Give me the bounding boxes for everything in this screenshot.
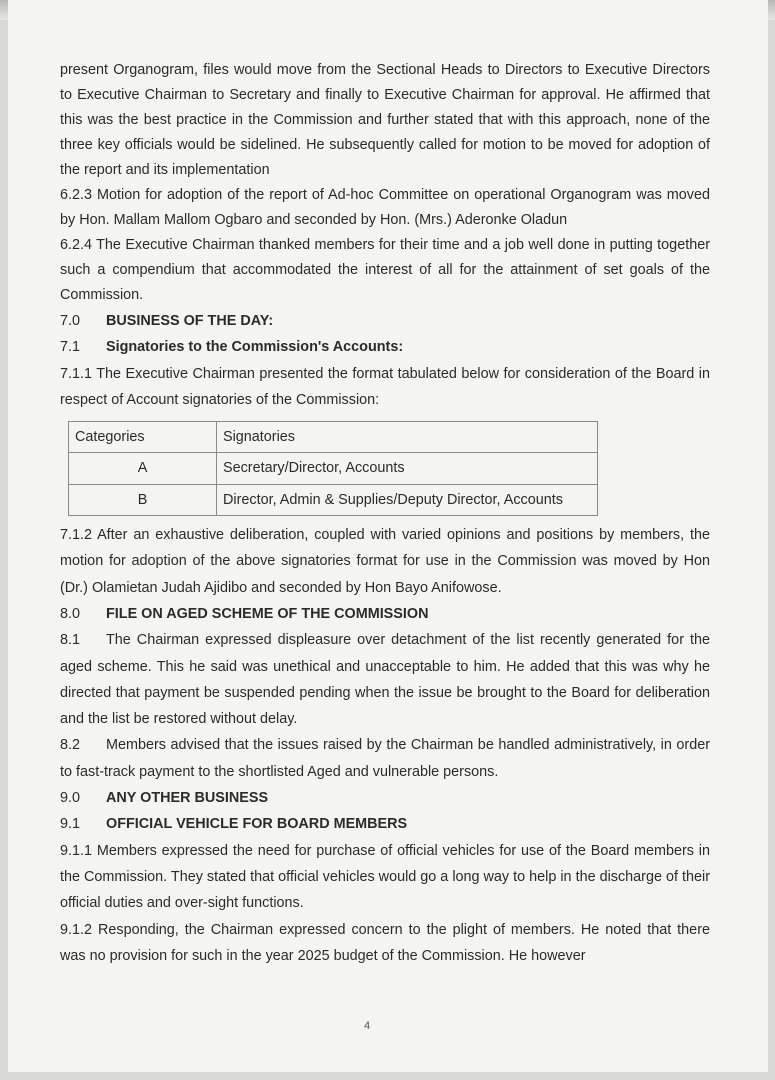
heading-text: ANY OTHER BUSINESS: [106, 790, 269, 807]
paragraph-text: The Chairman expressed displeasure over detachment of the list recently generated for the aged scheme. This he said was unethical and unacceptable to him. He added that this was why he directed that payment be suspended pending when the issue be brought to the Board for deliberation and the list be restored without delay.: [60, 632, 710, 728]
paragraph-6-2-3: 6.2.3 Motion for adoption of the report of Ad-hoc Committee on operational Organogram was moved by Hon. Mallam Mallom Ogbaro and seconded by Hon. (Mrs.) Aderonke Oladun: [60, 187, 710, 228]
heading-number: 9.0: [60, 790, 81, 807]
intro-paragraph: present Organogram, files would move from the Sectional Heads to Directors to Executive Directors to Executive Chairman to Secretary and finally to Executive Chairman for approval. He affirmed that this was the best practice in the Commission and further stated that with this approach, none of the three key officials would be sidelined. He subsequently called for motion to be moved for adoption of the report and its implementation: [60, 62, 710, 178]
paragraph-7-1-2: 7.1.2 After an exhaustive deliberation, coupled with varied opinions and positions by members, the motion for adoption of the above signatories format for use in the Commission was moved by Hon (Dr.) Olamietan Judah Ajidibo and seconded by Hon Bayo Anifowose.: [60, 527, 710, 596]
heading-number: 7.1: [60, 339, 81, 356]
heading-9-1: [60, 811, 710, 837]
heading-number: 8.0: [60, 605, 81, 622]
paragraph-9-1-2: 9.1.2 Responding, the Chairman expressed concern to the plight of members. He noted that there was no provision for such in the year 2025 budget of the Commission. He however: [60, 921, 710, 964]
heading-7-1: [60, 334, 710, 360]
paragraph-9-1-1: 9.1.1 Members expressed the need for purchase of official vehicles for use of the Board members in the Commission. They stated that official vehicles would go a long way to help in the discharge of their official duties and over-sight functions.: [60, 842, 710, 912]
category-cell: A: [69, 453, 217, 484]
paragraph-7-1-1: 7.1.1 The Executive Chairman presented the format tabulated below for consideration of the Board in respect of Account signatories of the Commission:: [60, 365, 710, 408]
signatory-cell: Secretary/Director, Accounts: [217, 453, 598, 484]
paragraph-number: 8.1: [60, 632, 81, 649]
signatories-table: [68, 421, 598, 516]
table-row: [69, 453, 598, 484]
paragraph-8-1: [60, 627, 710, 732]
paragraph-number: 8.2: [60, 737, 81, 754]
heading-number: 7.0: [60, 313, 81, 329]
column-header-signatories: Signatories: [217, 422, 598, 453]
heading-9-0: [60, 785, 710, 811]
table-header-row: [69, 422, 598, 453]
document-body: [60, 58, 710, 969]
heading-7-0: [60, 308, 710, 334]
page-number: 4: [364, 1020, 371, 1032]
heading-text: FILE ON AGED SCHEME OF THE COMMISSION: [106, 605, 429, 622]
heading-8-0: [60, 601, 710, 627]
paragraph-8-2: [60, 732, 710, 785]
signatory-cell: Director, Admin & Supplies/Deputy Director, Accounts: [217, 484, 598, 515]
category-cell: B: [69, 484, 217, 515]
table-row: [69, 484, 598, 515]
heading-text: Signatories to the Commission's Accounts:: [106, 339, 404, 356]
heading-text: BUSINESS OF THE DAY:: [106, 313, 274, 329]
heading-number: 9.1: [60, 816, 81, 833]
paragraph-6-2-4: 6.2.4 The Executive Chairman thanked members for their time and a job well done in putting together such a compendium that accommodated the interest of all for the attainment of set goals of the Commission.: [60, 237, 710, 303]
column-header-categories: Categories: [69, 422, 217, 453]
heading-text: OFFICIAL VEHICLE FOR BOARD MEMBERS: [106, 816, 408, 833]
paragraph-text: Members advised that the issues raised by the Chairman be handled administratively, in order to fast-track payment to the shortlisted Aged and vulnerable persons.: [60, 737, 710, 780]
